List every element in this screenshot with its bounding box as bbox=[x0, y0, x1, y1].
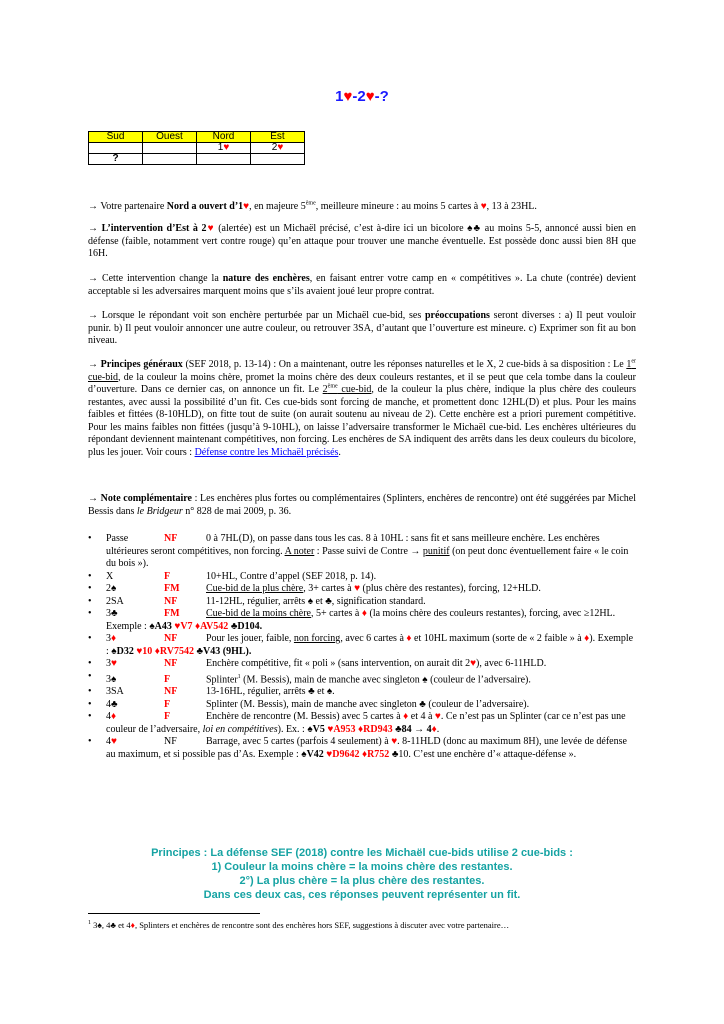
diamond-icon: ♦ bbox=[358, 723, 364, 735]
bidding-table bbox=[88, 131, 305, 165]
heart-icon: ♥ bbox=[391, 736, 398, 748]
list-item: • 4♦ F Enchère de rencontre (M. Bessis) avec 5 cartes à ♦ et 4 à ♥. Ce n’est pas un Splinter (car ce n’est pas une couleur de l’adversaire, loi en compétitives). Ex. : ♠V5 ♥A953 ♦RD943 ♣84 → 4♦. bbox=[88, 711, 626, 735]
list-item: • 4♣ F Splinter (M. Bessis), main de manche avec singleton ♣ (couleur de l’adversaire). bbox=[88, 698, 530, 710]
heart-icon: ♥ bbox=[111, 736, 117, 748]
spade-icon: ♠ bbox=[326, 686, 333, 698]
bid-est: 2♥ bbox=[251, 143, 305, 154]
diamond-icon: ♦ bbox=[584, 633, 590, 644]
heart-icon: ♥ bbox=[434, 711, 441, 723]
heart-icon: ♥ bbox=[243, 201, 250, 212]
course-link[interactable]: Défense contre les Michaël précisés bbox=[194, 446, 339, 458]
list-item: • 4♥ NF Barrage, avec 5 cartes (parfois 4 seulement) à ♥. 8-11HLD (donc au maximum 8H), une levée de défense au maximum, et si possible pas d’As. Exemple : ♠V42 ♥D9642 ♦R752 ♣10. C’est une enchère d’« attaque-défense ». bbox=[88, 736, 627, 760]
heart-icon: ♥ bbox=[277, 142, 284, 153]
principles-line-1: Principes : La défense SEF (2018) contre les Michaël cue-bids utilise 2 cue-bids : bbox=[151, 847, 573, 859]
heart-icon: ♥ bbox=[470, 658, 477, 669]
list-item: • X F 10+HL, Contre d’appel (SEF 2018, p. 14). bbox=[88, 570, 377, 582]
club-icon: ♣ bbox=[473, 223, 482, 234]
bidding-table-header bbox=[89, 132, 305, 143]
spade-icon: ♠ bbox=[467, 223, 474, 234]
spade-icon: ♠ bbox=[111, 583, 117, 594]
diamond-icon: ♦ bbox=[130, 919, 135, 930]
club-icon: ♣ bbox=[419, 698, 426, 710]
paragraph-principes-generaux: → Principes généraux (SEF 2018, p. 13-14) : On a maintenant, outre les réponses naturelles et le X, 2 cue-bids à sa disposition : Le 1er cue-bid, de la couleur la moins chère, promet la moins chère des deux couleurs restantes, et il se peut que cela tombe dans la couleur d’ouverture. Dans ce dernier cas, on annonce un fit. Le 2ème cue-bid, de la couleur la plus chère, indique la plus chère des couleurs restantes, avec aussi la possibilité d’un fit. Ces cue-bids sont forcing de manche, et promettent donc 12HL(D) et plus. Pour les mains faibles et fittées (8-10HLD), on fitte tout de suite (on aurait soutenu au niveau de 2). Cette enchère est a priori purement compétitive. Pour les mains faibles non fittées (jusqu’à 9-10HL), on laisse l’adversaire transformer le Michaël cue-bid. Les enchères ultérieures du répondant deviennent maintenant compétitives, non forcing. Les enchères de SA indiquent des arrêts dans les deux couleurs du bicolore, plus les jouer. Voir cours : Défense contre les Michaël précisés. bbox=[88, 358, 636, 458]
footnote-separator bbox=[88, 913, 260, 914]
bid-sud: ? bbox=[89, 154, 143, 165]
list-item: • 3♣ FM Cue-bid de la moins chère, 5+ cartes à ♦ (la moins chère des couleurs restantes), forcing, avec ≥12HL. Exemple : ♠A43 ♥V7 ♦AV542 ♣D104. bbox=[88, 608, 616, 632]
heart-icon: ♥ bbox=[136, 645, 143, 657]
spade-icon: ♠ bbox=[111, 673, 117, 685]
club-icon: ♣ bbox=[325, 595, 332, 607]
diamond-icon: ♦ bbox=[403, 711, 409, 723]
list-item: • 3♦ NF Pour les jouer, faible, non forcing, avec 6 cartes à ♦ et 10HL maximum (sorte de « 2 faible » à ♦). Exemple : ♠D32 ♥10 ♦RV7542 ♣V43 (9HL). bbox=[88, 633, 634, 657]
club-icon: ♣ bbox=[111, 608, 118, 619]
paragraph-intervention: → L’intervention d’Est à 2♥ (alertée) est un Michaël précisé, c’est à-dire ici un bicolore ♠♣ au moins 5-5, annoncé aussi bien en défense (faible, notamment vert contre rouge) qu’en attaque pour trouver une manche éventuelle. Est possède donc aussi bien 8H que 16H. bbox=[88, 223, 637, 259]
footnote: $^1$ 3♠, 4♣ et 4♦, Splinters et enchères de rencontre sont des enchères hors SEF, suggestions à discuter avec votre partenaire… bbox=[88, 919, 510, 930]
paragraph-note: → Note complémentaire : Les enchères plus fortes ou complémentaires (Splinters, enchères de rencontre) ont été suggérées par Michel Bessis dans le Bridgeur n° 828 de mai 2009, p. 36. bbox=[88, 493, 637, 517]
club-icon: ♣ bbox=[391, 748, 399, 760]
list-item: • Passe NF 0 à 7HL(D), on passe dans tous les cas. 8 à 10HL : sans fit et sans meilleure enchère. Les enchères ultérieures seront compétitives, non forcing. A noter : Passe suivi de Contre → punitif (on peut donc éventuellement faire « le coin du bois »). bbox=[88, 533, 629, 569]
principles-line-3: 2°) La plus chère = la plus chère des restantes. bbox=[239, 875, 485, 887]
spade-icon: ♠ bbox=[97, 919, 102, 930]
principles-line-4: Dans ces deux cas, ces réponses peuvent représenter un fit. bbox=[203, 889, 521, 901]
list-item: • 3SA NF 13-16HL, régulier, arrêts ♣ et ♠. bbox=[88, 686, 335, 698]
paragraph-nature: → Cette intervention change la nature des enchères, en faisant entrer votre camp en « compétitives ». La chute (contrée) devient acceptable si les adversaires marquent moins que s’ils avaient joué leur propre contrat. bbox=[88, 273, 636, 297]
heart-icon: ♥ bbox=[223, 142, 230, 153]
paragraph-preoccupations: → Lorsque le répondant voit son enchère perturbée par un Michaël cue-bid, ses préoccupations seront diverses : a) Il peut vouloir punir. b) Il peut vouloir annoncer une autre couleur, ou retrouver 3SA, d’autant que l’ouverture est mineure. c) Exprimer son fit au bon niveau. bbox=[88, 310, 637, 346]
club-icon: ♣ bbox=[196, 645, 204, 657]
header-ouest: Ouest bbox=[143, 132, 197, 143]
diamond-icon: ♦ bbox=[111, 711, 117, 723]
spade-icon: ♠ bbox=[111, 645, 117, 657]
page-title: 1♥-2♥-? bbox=[335, 88, 389, 105]
heart-icon: ♥ bbox=[327, 723, 334, 735]
spade-icon: ♠ bbox=[301, 748, 307, 760]
diamond-icon: ♦ bbox=[195, 620, 201, 632]
bid-responses-list bbox=[88, 533, 636, 761]
club-icon: ♣ bbox=[308, 686, 315, 698]
header-est: Est bbox=[251, 132, 305, 143]
club-icon: ♣ bbox=[110, 919, 116, 930]
header-sud: Sud bbox=[89, 132, 143, 143]
diamond-icon: ♦ bbox=[361, 748, 368, 760]
diamond-icon: ♦ bbox=[406, 633, 412, 644]
paragraph-opening: → Votre partenaire Nord a ouvert d’1♥, en majeure 5ème, meilleure mineure : au moins 5 cartes à ♥, 13 à 23HL. bbox=[88, 200, 537, 212]
spade-icon: ♠ bbox=[149, 620, 155, 632]
spade-icon: ♠ bbox=[307, 723, 313, 735]
bidding-row bbox=[89, 154, 305, 165]
heart-icon: ♥ bbox=[206, 223, 215, 234]
heart-icon: ♥ bbox=[354, 583, 361, 594]
list-item: • 3♠ F Splinter$^1$ (M. Bessis), main de manche avec singleton ♠ (couleur de l’adversaire). bbox=[88, 670, 531, 685]
diamond-icon: ♦ bbox=[111, 633, 117, 644]
heart-icon: ♥ bbox=[326, 748, 333, 760]
principles-box bbox=[100, 846, 624, 902]
diamond-icon: ♦ bbox=[154, 645, 160, 657]
spade-icon: ♠ bbox=[422, 673, 428, 685]
list-item: • 3♥ NF Enchère compétitive, fit « poli » (sans intervention, on aurait dit 2♥), avec 6-11HLD. bbox=[88, 658, 547, 669]
list-item: • 2♠ FM Cue-bid de la plus chère, 3+ cartes à ♥ (plus chère des restantes), forcing, 12+HLD. bbox=[88, 583, 541, 594]
diamond-icon: ♦ bbox=[431, 723, 437, 735]
header-nord: Nord bbox=[197, 132, 251, 143]
bid-nord: 1♥ bbox=[197, 143, 251, 154]
heart-icon: ♥ bbox=[343, 88, 353, 105]
principles-line-2: 1) Couleur la moins chère = la moins chère des restantes. bbox=[211, 861, 513, 873]
diamond-icon: ♦ bbox=[361, 608, 367, 619]
heart-icon: ♥ bbox=[365, 88, 375, 105]
heart-icon: ♥ bbox=[111, 658, 117, 669]
club-icon: ♣ bbox=[395, 723, 402, 735]
heart-icon: ♥ bbox=[480, 201, 487, 212]
club-icon: ♣ bbox=[230, 620, 238, 632]
list-item: • 2SA NF 11-12HL, régulier, arrêts ♠ et ♣, signification standard. bbox=[88, 595, 426, 607]
heart-icon: ♥ bbox=[174, 620, 181, 632]
bidding-row bbox=[89, 143, 305, 154]
club-icon: ♣ bbox=[111, 698, 118, 710]
spade-icon: ♠ bbox=[307, 595, 314, 607]
